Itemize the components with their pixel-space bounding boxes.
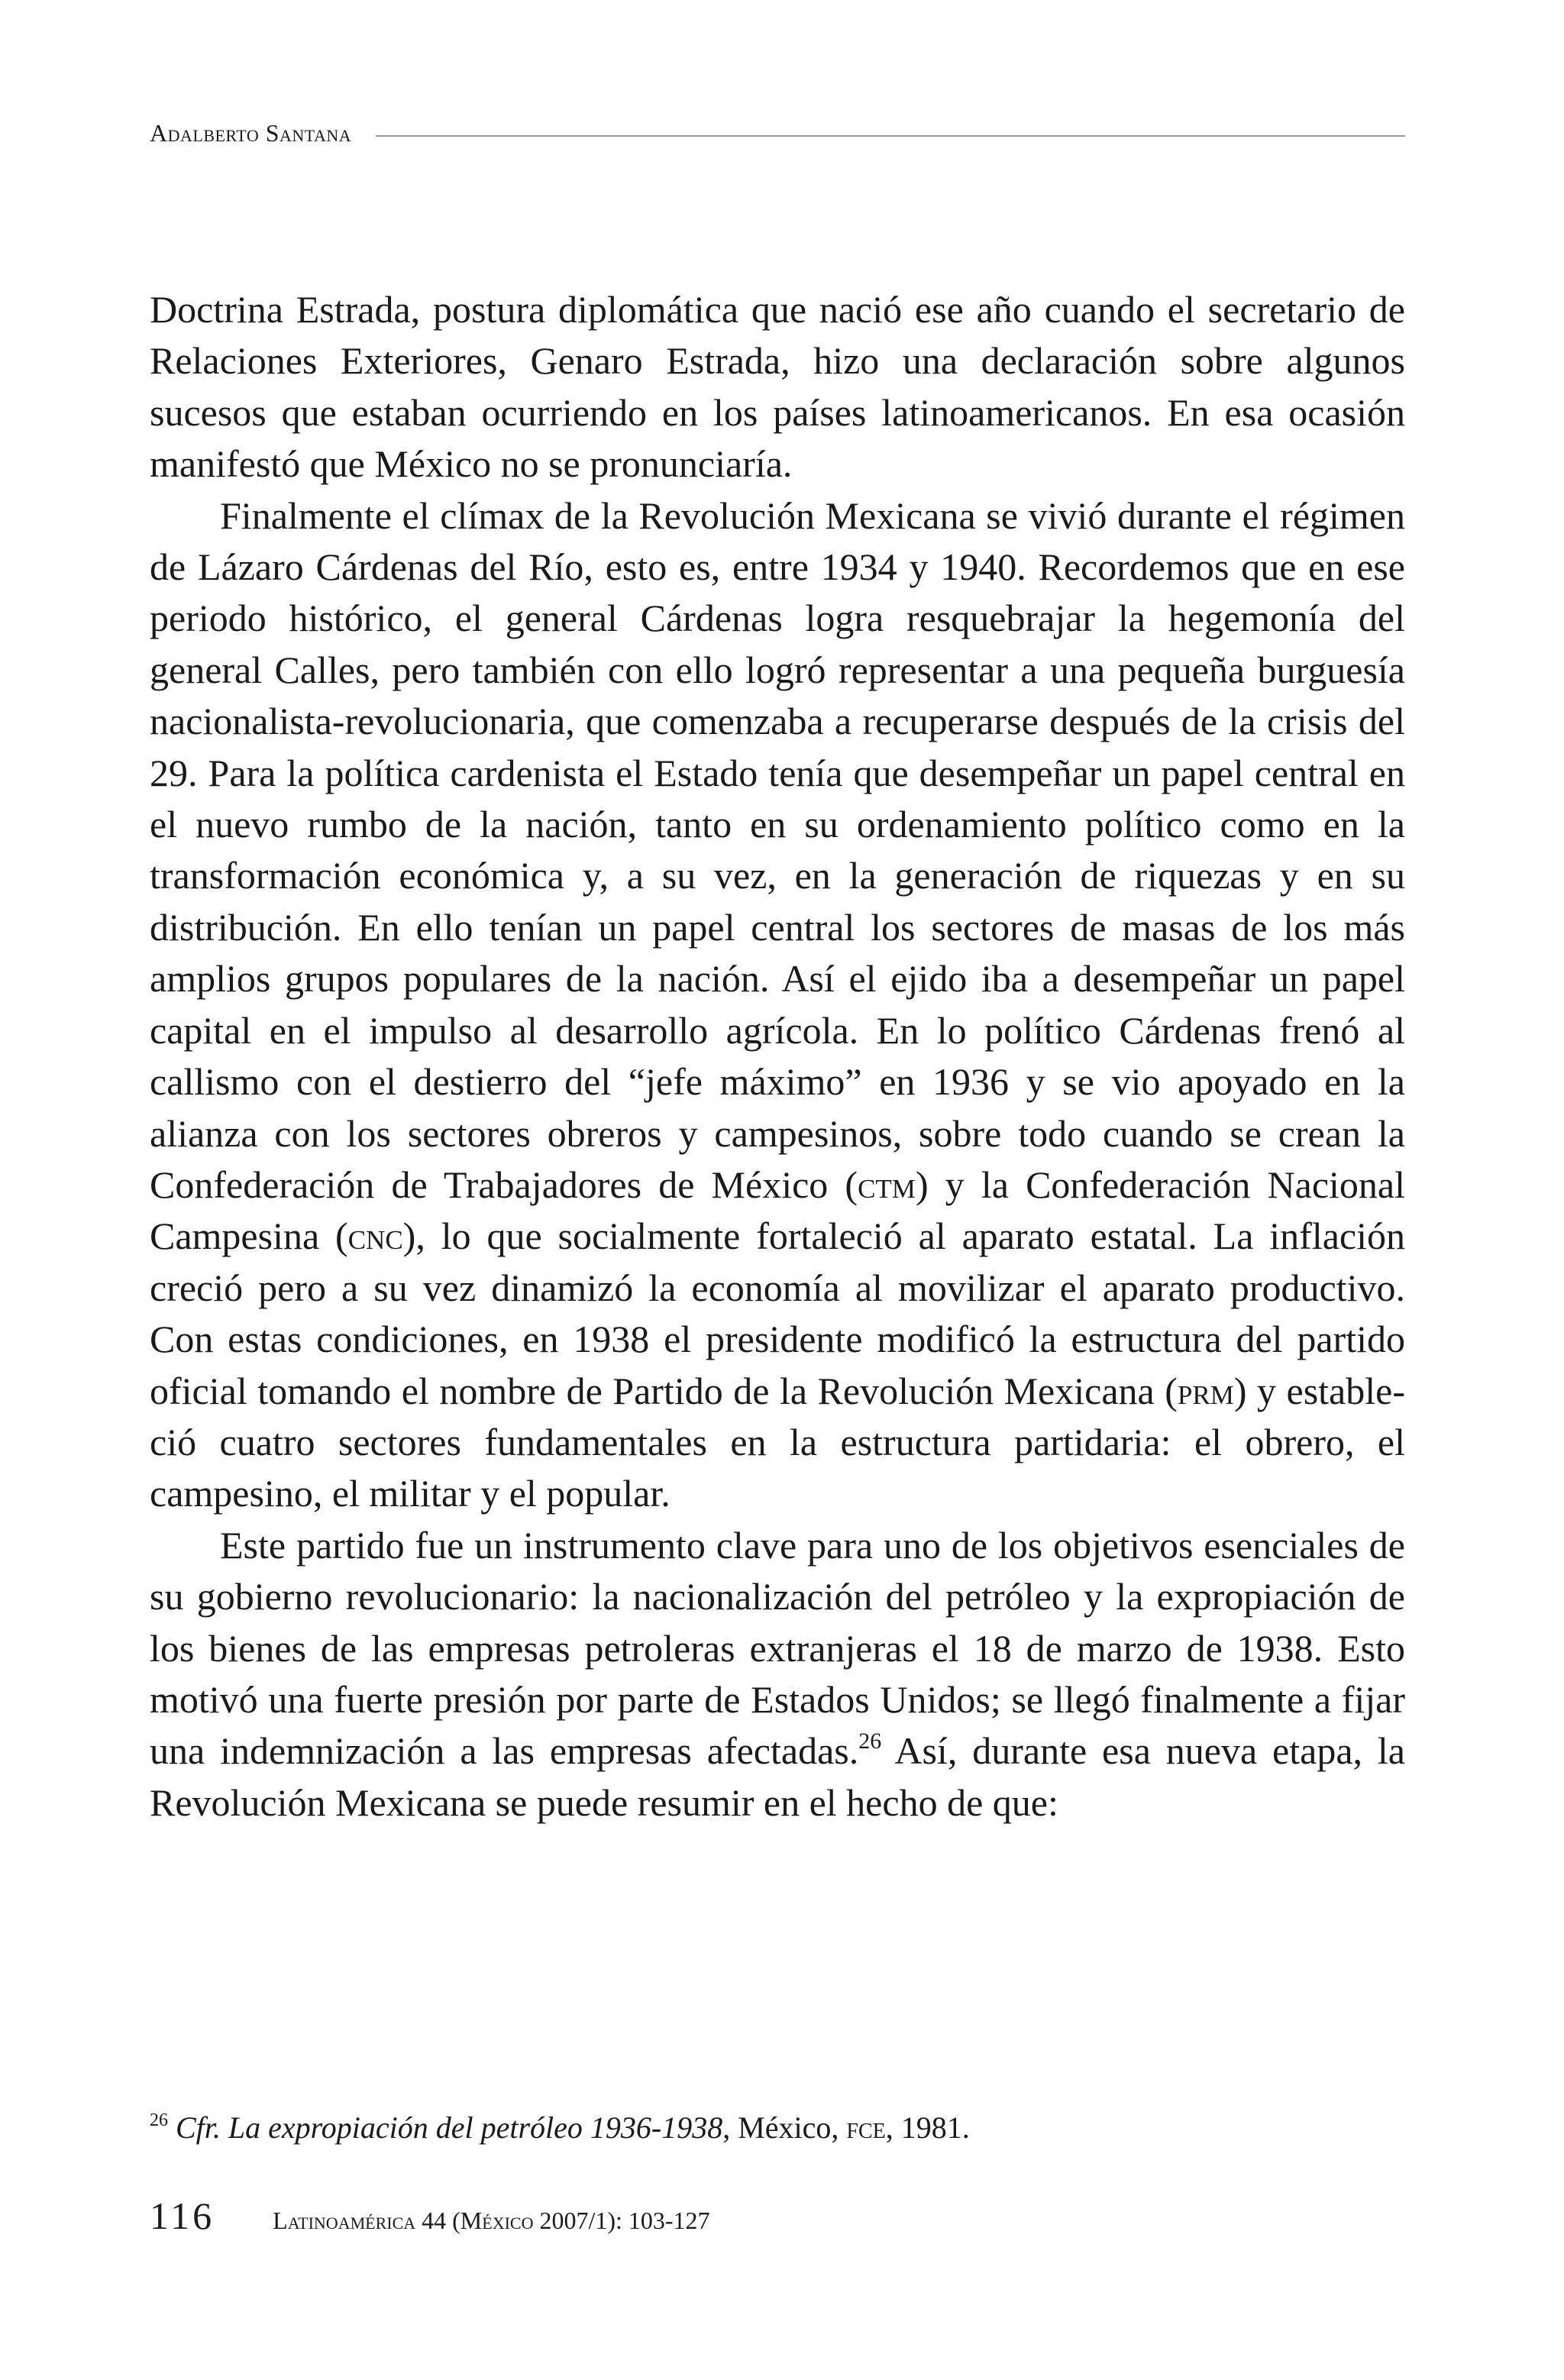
- footnote-number: 26: [150, 2110, 168, 2130]
- footnote-year: , 1981.: [885, 2110, 970, 2145]
- page-number: 116: [150, 2194, 215, 2237]
- paragraph-text: Doctrina Estrada, postura diplomática que nació ese año cuando el secretario de Relaciones Exteriores, Genaro Estrada, hizo una declaración sobre algunos sucesos que estaban ocurriendo en los países latinoamericanos. En esa ocasión manifestó que México no se pronunciaría.: [150, 288, 1405, 486]
- journal-citation: Latinoamérica 44 (México 2007/1): 103-127: [273, 2207, 710, 2234]
- footnote-publisher: fce: [846, 2110, 886, 2145]
- paragraph-text: ) y la Confederación Nacional Campesina (: [150, 1163, 1406, 1258]
- paragraph-text: ) y estableció cuatro sectores fundamentales en la estructura partidaria: el obrero, el campesino, el militar y el popular.: [150, 1369, 1405, 1515]
- header-rule: [376, 135, 1405, 137]
- paragraph-text: Así, durante esa nueva etapa, la Revolución Mexicana se puede resumir en el hecho de que:: [150, 1729, 1406, 1824]
- paragraph-text: Este partido fue un instrumento clave para uno de los objetivos esenciales de su gobierno revolucionario: la nacionalización del petróleo y la expropiación de los bienes de las empresas petroleras extranjeras el 18 de marzo de 1938. Esto motivó una fuerte presión por parte de Estados Unidos; se llegó finalmente a fijar una indemnización a las empresas afectadas.: [150, 1523, 1405, 1773]
- paragraph-text: ), lo que socialmente fortaleció al aparato estatal. La inflación creció pero a su vez dinamizó la economía al movilizar el aparato productivo. Con estas condiciones, en 1938 el presidente modificó la estructura del partido oficial tomando el nombre de Partido de la Revolución Mexicana (: [150, 1214, 1405, 1412]
- header-author: Adalberto Santana: [150, 119, 352, 147]
- paragraph: [150, 1520, 1405, 1829]
- paragraph-text: Finalmente el clímax de la Revolución Mexicana se vivió durante el régimen de Lázaro Cárdenas del Río, esto es, entre 1934 y 1940. Recordemos que en ese periodo histórico, el general Cárdenas logra resquebrajar la hegemonía del general Calles, pero también con ello logró representar a una pequeña burguesía nacionalista-revolucionaria, que comenzaba a recuperarse después de la crisis del 29. Para la política cardenista el Estado tenía que desempeñar un papel central en el nuevo rumbo de la nación, tanto en su ordenamiento político como en la transformación económica y, a su vez, en la generación de riquezas y en su distribución. En ello tenían un papel central los sectores de masas de los más amplios grupos populares de la nación. Así el ejido iba a desempeñar un papel capital en el impulso al desarrollo agrícola. En lo político Cárdenas frenó al callismo con el destierro del “jefe máximo” en 1936 y se vio apoyado en la alianza con los sectores obreros y campesinos, sobre todo cuando se crean la Confederación de Trabajadores de México (: [150, 493, 1405, 1206]
- body-text: [150, 284, 1405, 1829]
- footnote-26: [150, 2108, 1405, 2148]
- acronym: cnc: [347, 1214, 403, 1258]
- footnote-title: Cfr. La expropiación del petróleo 1936-1938: [176, 2110, 723, 2145]
- acronym: prm: [1177, 1369, 1234, 1412]
- footnote-place: , México,: [722, 2110, 847, 2145]
- footnote-ref: 26: [858, 1728, 882, 1754]
- paragraph: [150, 284, 1405, 490]
- running-header: [150, 119, 1405, 147]
- paragraph: [150, 490, 1405, 1520]
- page-footer: [150, 2194, 710, 2238]
- acronym: ctm: [858, 1163, 916, 1206]
